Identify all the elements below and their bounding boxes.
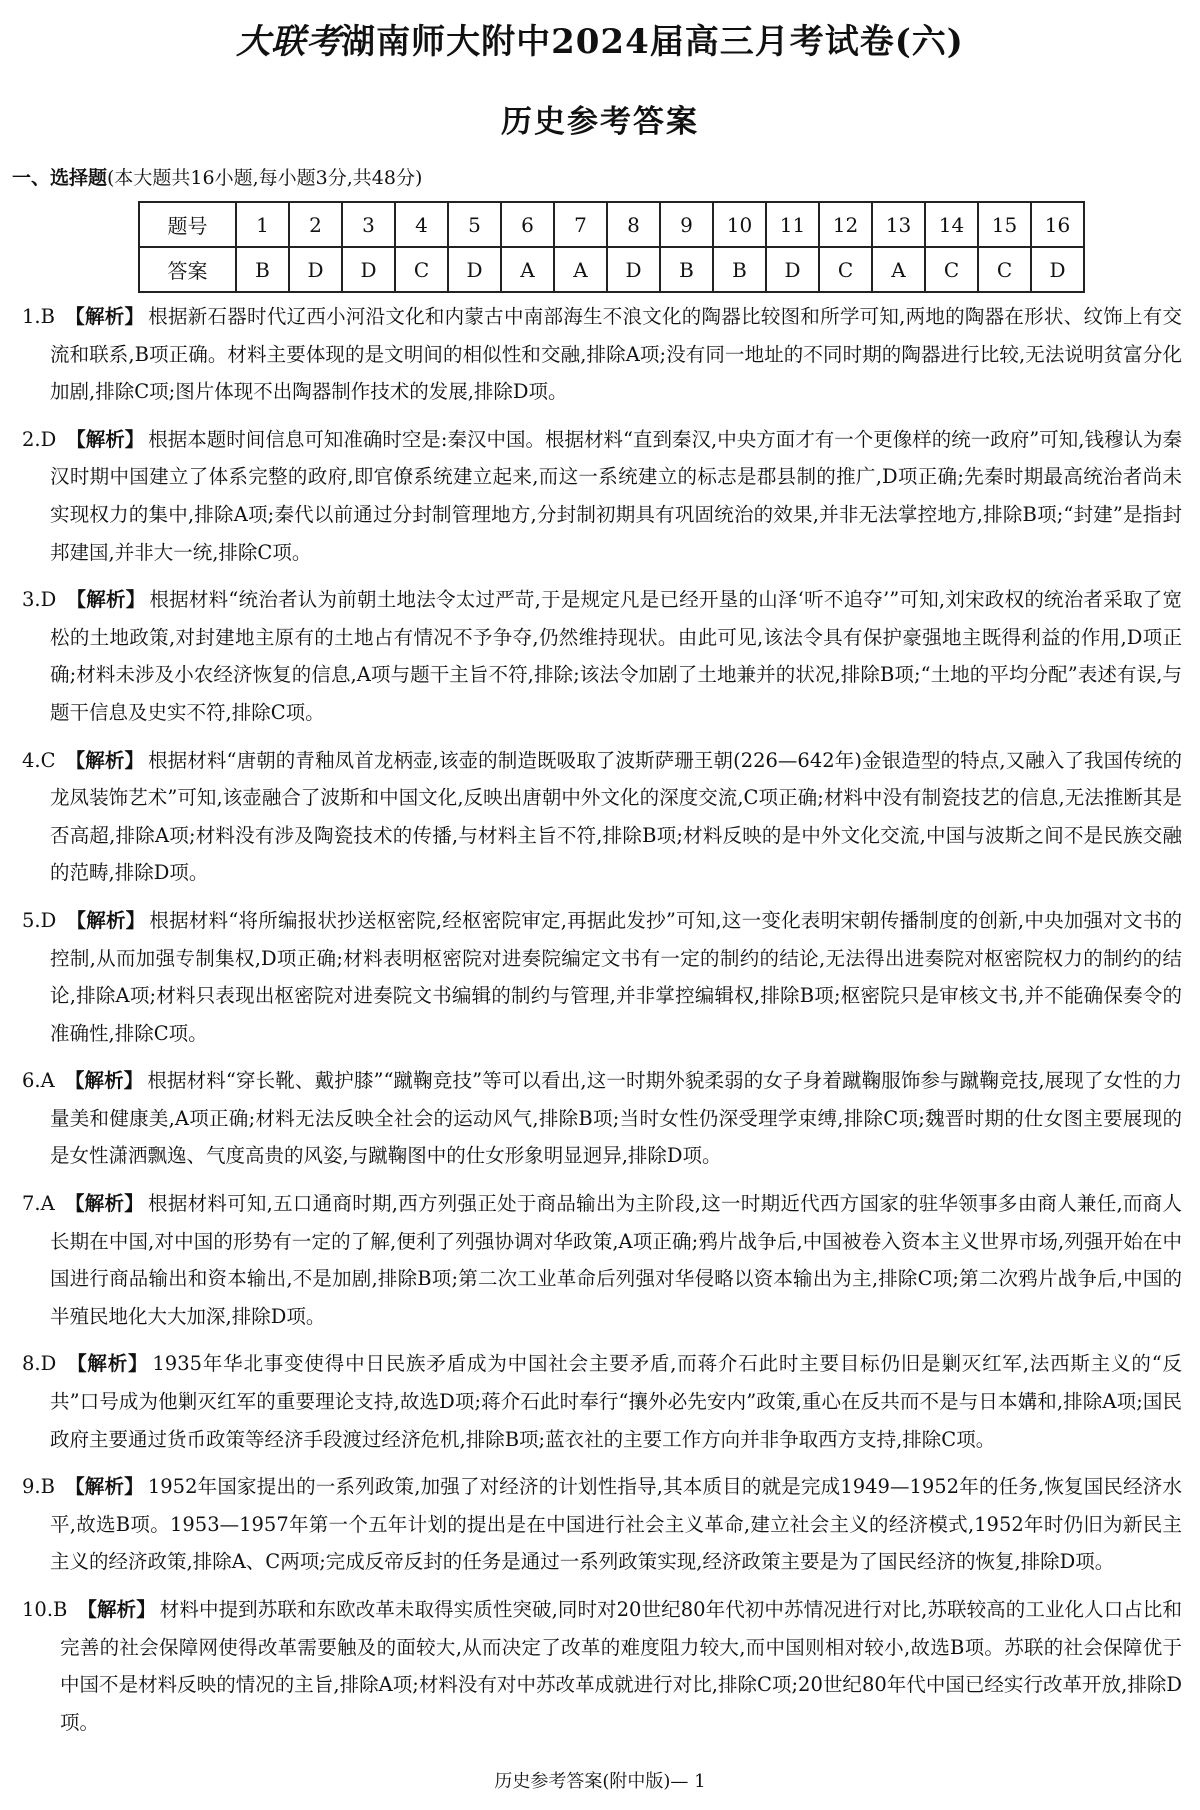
explanation-item	[22, 1062, 1182, 1175]
analysis-tag: 【解析】	[66, 427, 145, 451]
explanation-item	[22, 1591, 1182, 1741]
answer-cell: D	[766, 247, 819, 292]
item-text: 1935年华北事变使得中日民族矛盾成为中国社会主要矛盾,而蒋介石此时主要目标仍旧是剿灭红军,法西斯主义的“反共”口号成为他剿灭红军的重要理论支持,故选D项;蒋介石此时奉行“攘外必先安内”政策,重心在反共而不是与日本媾和,排除A项;国民政府主要通过货币政策等经济手段渡过经济危机,排除B项;蓝衣社的主要工作方向并非争取西方支持,排除C项。	[50, 1352, 1183, 1451]
section-label: 一、选择题	[12, 167, 108, 189]
item-label: 7.A	[22, 1192, 55, 1216]
answer-cell: D	[342, 247, 395, 292]
explanation-item	[22, 1468, 1182, 1581]
question-number: 2	[289, 202, 342, 247]
answer-cell: B	[236, 247, 289, 292]
question-number: 7	[554, 202, 607, 247]
question-number: 14	[925, 202, 978, 247]
explanation-list	[22, 298, 1182, 1751]
item-label: 1.B	[22, 305, 55, 328]
explanation-item	[22, 742, 1182, 892]
answer-table	[138, 201, 1085, 293]
answer-table-row-numbers	[139, 202, 1084, 247]
question-number: 9	[660, 202, 713, 247]
answer-cell: A	[872, 247, 925, 292]
row-header-answer: 答案	[139, 247, 236, 292]
question-number: 8	[607, 202, 660, 247]
question-number: 13	[872, 202, 925, 247]
answer-cell: A	[554, 247, 607, 292]
item-text: 根据材料“穿长靴、戴护膝”“蹴鞠竞技”等可以看出,这一时期外貌柔弱的女子身着蹴鞠服饰参与蹴鞠竞技,展现了女性的力量美和健康美,A项正确;材料无法反映全社会的运动风气,排除B项;当时女性仍深受理学束缚,排除C项;魏晋时期的仕女图主要展现的是女性潇洒飘逸、气度高贵的风姿,与蹴鞠图中的仕女形象明显迥异,排除D项。	[50, 1069, 1182, 1168]
answer-cell: C	[395, 247, 448, 292]
section-heading	[12, 163, 422, 190]
item-text: 根据材料“统治者认为前朝土地法令太过严苛,于是规定凡是已经开垦的山泽‘听不追夺’”可知,刘宋政权的统治者采取了宽松的土地政策,对封建地主原有的土地占有情况不予争夺,仍然维持现状。由此可见,该法令具有保护豪强地主既得利益的作用,D项正确;材料未涉及小农经济恢复的信息,A项与题干主旨不符,排除;该法令加剧了土地兼并的状况,排除B项;“土地的平均分配”表述有误,与题干信息及史实不符,排除C项。	[50, 588, 1182, 724]
answer-cell: D	[289, 247, 342, 292]
explanation-item	[22, 902, 1182, 1052]
item-label: 4.C	[22, 748, 56, 772]
item-label: 6.A	[22, 1069, 55, 1093]
analysis-tag: 【解析】	[65, 748, 145, 772]
answer-cell: D	[448, 247, 501, 292]
item-label: 9.B	[22, 1475, 55, 1499]
page-footer: 历史参考答案(附中版)— 1	[494, 1771, 706, 1792]
item-label: 10.B	[22, 1598, 68, 1621]
answer-cell: A	[501, 247, 554, 292]
item-label: 5.D	[22, 908, 57, 932]
question-number: 11	[766, 202, 819, 247]
answer-cell: B	[713, 247, 766, 292]
section-note: (本大题共16小题,每小题3分,共48分)	[107, 167, 423, 189]
item-text: 材料中提到苏联和东欧改革未取得实质性突破,同时对20世纪80年代初中苏情况进行对比,苏联较高的工业化人口占比和完善的社会保障网使得改革需要触及的面较大,从而决定了改革的难度阻力较大,而中国则相对较小,故选B项。苏联的社会保障优于中国不是材料反映的情况的主旨,排除A项;材料没有对中苏改革成就进行对比,排除C项;20世纪80年代中国已经实行改革开放,排除D项。	[60, 1598, 1182, 1734]
analysis-tag: 【解析】	[64, 1192, 145, 1216]
question-number: 4	[395, 202, 448, 247]
analysis-tag: 【解析】	[77, 1598, 156, 1621]
answer-table-row-answers	[139, 247, 1084, 292]
answer-cell: C	[978, 247, 1031, 292]
question-number: 15	[978, 202, 1031, 247]
item-text: 根据材料“将所编报状抄送枢密院,经枢密院审定,再据此发抄”可知,这一变化表明宋朝传播制度的创新,中央加强对文书的控制,从而加强专制集权,D项正确;材料表明枢密院对进奏院编定文书有一定的制约的结论,无法得出进奏院对枢密院权力的制约的结论,排除A项;材料只表现出枢密院对进奏院文书编辑的制约与管理,并非掌控编辑权,排除B项;枢密院只是审核文书,并不能确保奏令的准确性,排除C项。	[50, 908, 1182, 1045]
analysis-tag: 【解析】	[64, 1069, 144, 1093]
exam-title-text: 湖南师大附中2024届高三月考试卷(六)	[341, 22, 964, 62]
item-label: 3.D	[22, 588, 57, 612]
question-number: 6	[501, 202, 554, 247]
row-header-number: 题号	[139, 202, 236, 247]
question-number: 5	[448, 202, 501, 247]
question-number: 12	[819, 202, 872, 247]
explanation-item	[22, 298, 1182, 411]
question-number: 16	[1031, 202, 1084, 247]
explanation-item	[22, 421, 1182, 571]
item-label: 2.D	[22, 427, 57, 451]
document-subtitle: 历史参考答案	[501, 104, 699, 140]
item-text: 根据材料可知,五口通商时期,西方列强正处于商品输出为主阶段,这一时期近代西方国家的驻华领事多由商人兼任,而商人长期在中国,对中国的形势有一定的了解,便利了列强协调对华政策,A项正确;鸦片战争后,中国被卷入资本主义世界市场,列强开始在中国进行商品输出和资本输出,不是加剧,排除B项;第二次工业革命后列强对华侵略以资本输出为主,排除C项;第二次鸦片战争后,中国的半殖民地化大大加深,排除D项。	[50, 1192, 1182, 1328]
exam-title	[0, 14, 1200, 63]
question-number: 3	[342, 202, 395, 247]
explanation-item	[22, 1345, 1182, 1458]
analysis-tag: 【解析】	[66, 1352, 149, 1376]
item-text: 1952年国家提出的一系列政策,加强了对经济的计划性指导,其本质目的就是完成1949—1952年的任务,恢复国民经济水平,故选B项。1953—1957年第一个五年计划的提出是在中国进行社会主义革命,建立社会主义的经济模式,1952年时仍旧为新民主主义的经济政策,排除A、C两项;完成反帝反封的任务是通过一系列政策实现,经济政策主要是为了国民经济的恢复,排除D项。	[50, 1475, 1182, 1574]
answer-cell: B	[660, 247, 713, 292]
analysis-tag: 【解析】	[66, 908, 146, 932]
brand-logo-text: 大联考	[236, 22, 342, 62]
analysis-tag: 【解析】	[64, 1475, 144, 1499]
answer-cell: C	[819, 247, 872, 292]
item-text: 根据材料“唐朝的青釉凤首龙柄壶,该壶的制造既吸取了波斯萨珊王朝(226—642年)金银造型的特点,又融入了我国传统的龙凤装饰艺术”可知,该壶融合了波斯和中国文化,反映出唐朝中外文化的深度交流,C项正确;材料中没有制瓷技艺的信息,无法推断其是否高超,排除A项;材料没有涉及陶瓷技术的传播,与材料主旨不符,排除B项;材料反映的是中外文化交流,中国与波斯之间不是民族交融的范畴,排除D项。	[50, 748, 1182, 885]
explanation-item	[22, 581, 1182, 731]
answer-cell: C	[925, 247, 978, 292]
analysis-tag: 【解析】	[64, 305, 145, 328]
item-text: 根据本题时间信息可知准确时空是:秦汉中国。根据材料“直到秦汉,中央方面才有一个更像样的统一政府”可知,钱穆认为秦汉时期中国建立了体系完整的政府,即官僚系统建立起来,而这一系统建立的标志是郡县制的推广,D项正确;先秦时期最高统治者尚未实现权力的集中,排除A项;秦代以前通过分封制管理地方,分封制初期具有巩固统治的效果,并非无法掌控地方,排除B项;“封建”是指封邦建国,并非大一统,排除C项。	[50, 427, 1182, 564]
item-label: 8.D	[22, 1352, 57, 1376]
answer-cell: D	[607, 247, 660, 292]
analysis-tag: 【解析】	[66, 588, 146, 612]
question-number: 10	[713, 202, 766, 247]
item-text: 根据新石器时代辽西小河沿文化和内蒙古中南部海生不浪文化的陶器比较图和所学可知,两地的陶器在形状、纹饰上有交流和联系,B项正确。材料主要体现的是文明间的相似性和交融,排除A项;没有同一地址的不同时期的陶器进行比较,无法说明贫富分化加剧,排除C项;图片体现不出陶器制作技术的发展,排除D项。	[50, 305, 1183, 404]
question-number: 1	[236, 202, 289, 247]
answer-cell: D	[1031, 247, 1084, 292]
explanation-item	[22, 1185, 1182, 1335]
